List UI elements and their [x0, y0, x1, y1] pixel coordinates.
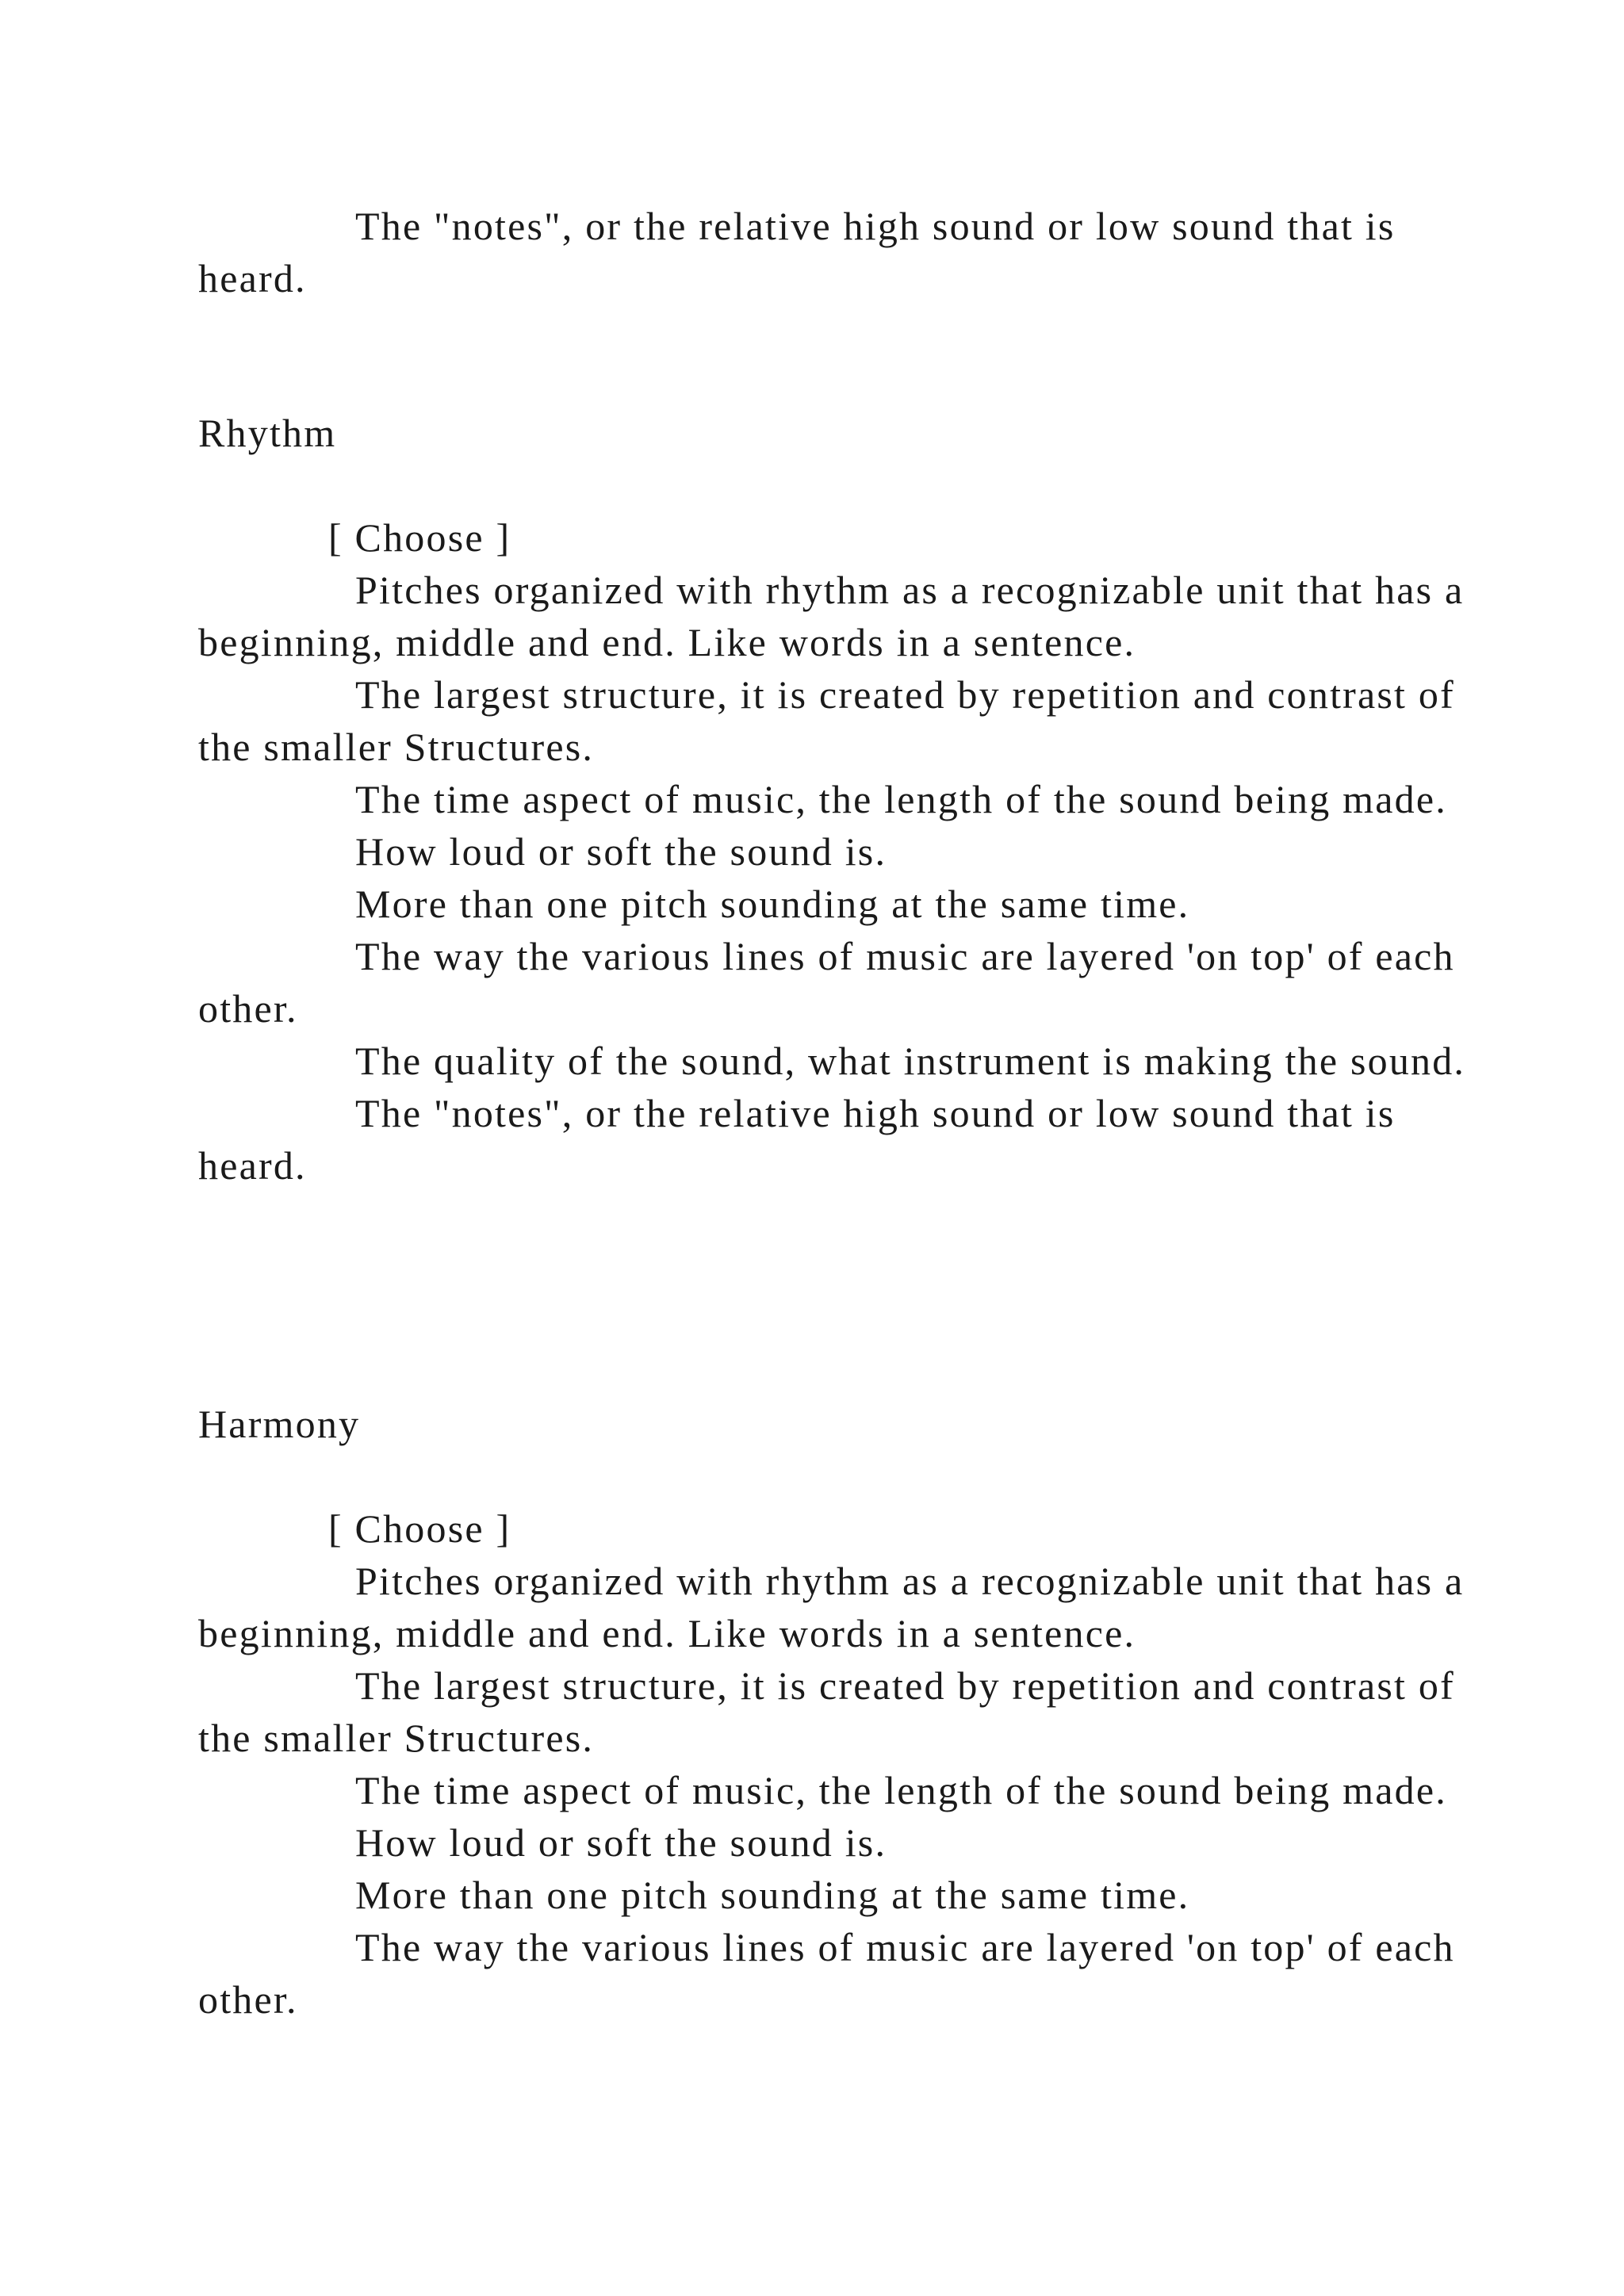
choose-dropdown-harmony[interactable]: [ Choose ] [328, 1506, 511, 1551]
option-list-continued [198, 200, 1507, 304]
option-item: The largest structure, it is created by repetition and contrast of the smaller Structures. [198, 672, 1455, 769]
choose-dropdown-rhythm[interactable]: [ Choose ] [328, 515, 511, 560]
option-item: More than one pitch sounding at the same time. [355, 882, 1190, 926]
option-item: More than one pitch sounding at the same time. [355, 1873, 1190, 1917]
option-item: Pitches organized with rhythm as a recognizable unit that has a beginning, middle and end. Like words in a sentence. [198, 1559, 1465, 1655]
option-item: The quality of the sound, what instrument is making the sound. [355, 1039, 1466, 1083]
option-list-rhythm [198, 564, 1507, 1192]
option-list-harmony [198, 1555, 1507, 2026]
option-item: The way the various lines of music are layered 'on top' of each other. [198, 1925, 1455, 2022]
option-item: The "notes", or the relative high sound or low sound that is heard. [198, 1091, 1396, 1188]
option-item: How loud or soft the sound is. [355, 829, 887, 874]
option-item: The time aspect of music, the length of the sound being made. [355, 777, 1447, 821]
option-item: The time aspect of music, the length of the sound being made. [355, 1768, 1447, 1812]
option-item: The largest structure, it is created by repetition and contrast of the smaller Structures. [198, 1663, 1455, 1760]
question-heading-harmony: Harmony [198, 1402, 361, 1446]
option-item: Pitches organized with rhythm as a recognizable unit that has a beginning, middle and end. Like words in a sentence. [198, 568, 1465, 664]
option-item: How loud or soft the sound is. [355, 1820, 887, 1865]
option-item: The way the various lines of music are layered 'on top' of each other. [198, 934, 1455, 1031]
question-heading-rhythm: Rhythm [198, 411, 337, 455]
option-item: The "notes", or the relative high sound or low sound that is heard. [198, 204, 1396, 300]
